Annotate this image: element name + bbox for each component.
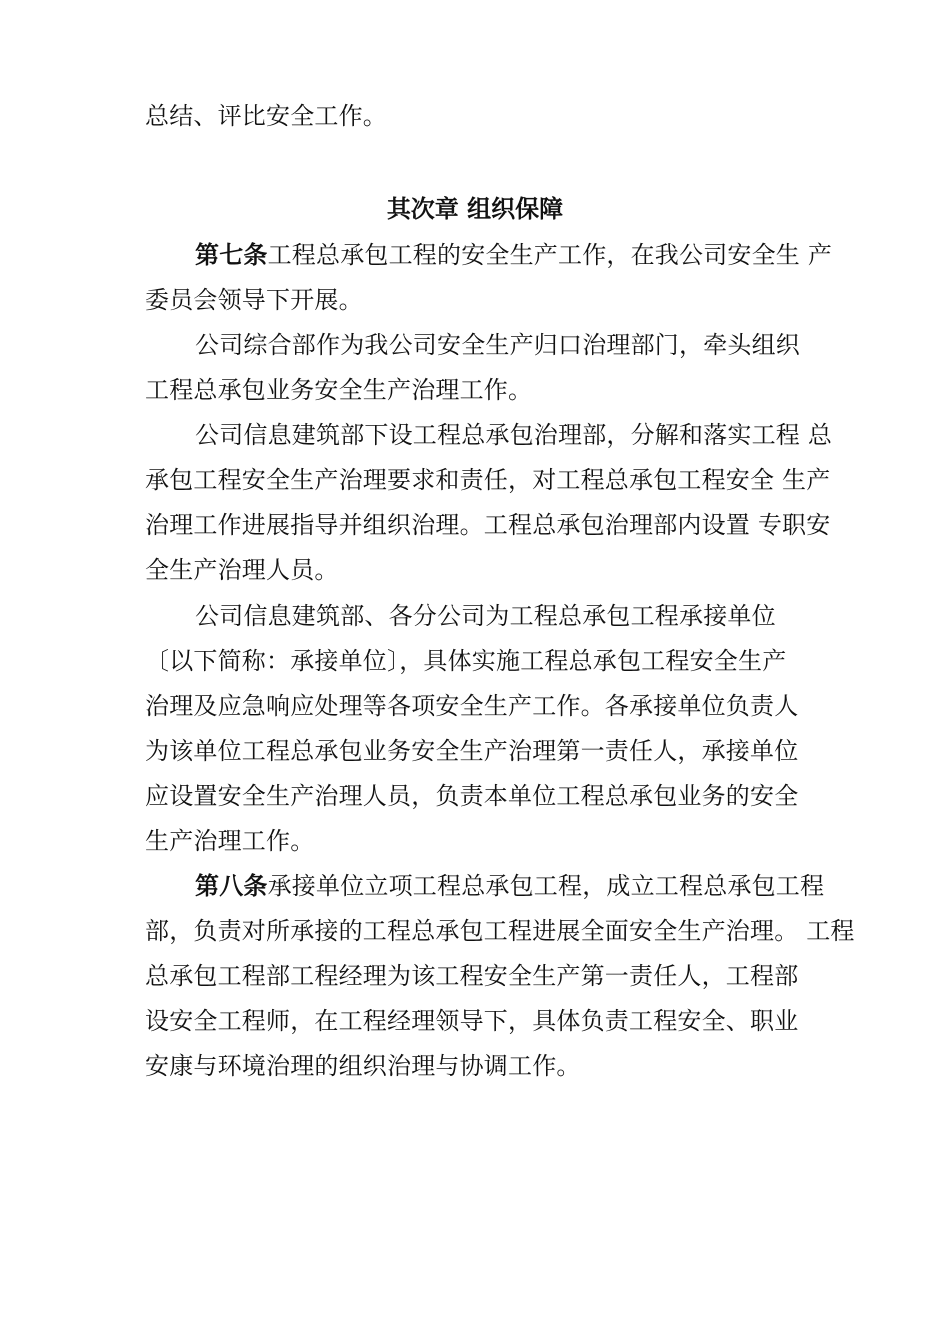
article-7-label: 第七条 bbox=[195, 241, 268, 269]
para-c-line-6: 生产治理工作。 bbox=[145, 827, 315, 855]
para-b-line-3: 治理工作进展指导并组织治理。工程总承包治理部内设置 专职安 bbox=[145, 511, 831, 539]
para-a-line-2: 工程总承包业务安全生产治理工作。 bbox=[145, 376, 533, 404]
article-7-text: 工程总承包工程的安全生产工作，在我公司安全生 产 bbox=[267, 241, 833, 269]
para-b-line-1: 公司信息建筑部下设工程总承包治理部，分解和落实工程 总 bbox=[195, 421, 833, 449]
para-c-line-2: 〔以下简称：承接单位〕，具体实施工程总承包工程安全生产 bbox=[145, 647, 787, 675]
article-8-first-line bbox=[195, 871, 824, 901]
para-c-line-4: 为该单位工程总承包业务安全生产治理第一责任人，承接单位 bbox=[145, 737, 799, 765]
article-7-line-2: 委员会领导下开展。 bbox=[145, 286, 363, 314]
article-8-line-3: 总承包工程部工程经理为该工程安全生产第一责任人，工程部 bbox=[145, 962, 799, 990]
intro-line: 总结、评比安全工作。 bbox=[145, 102, 387, 130]
article-8-text: 承接单位立项工程总承包工程，成立工程总承包工程 bbox=[267, 872, 825, 900]
article-8-line-4: 设安全工程师，在工程经理领导下，具体负责工程安全、职业 bbox=[145, 1007, 799, 1035]
para-a-line-1: 公司综合部作为我公司安全生产归口治理部门，牵头组织 bbox=[195, 331, 800, 359]
para-c-line-5: 应设置安全生产治理人员，负责本单位工程总承包业务的安全 bbox=[145, 782, 799, 810]
article-8-line-5: 安康与环境治理的组织治理与协调工作。 bbox=[145, 1052, 581, 1080]
chapter-title: 其次章 组织保障 bbox=[386, 195, 564, 223]
article-7-first-line bbox=[195, 240, 832, 270]
para-b-line-4: 全生产治理人员。 bbox=[145, 556, 339, 584]
para-b-line-2: 承包工程安全生产治理要求和责任，对工程总承包工程安全 生产 bbox=[145, 466, 831, 494]
para-c-line-1: 公司信息建筑部、各分公司为工程总承包工程承接单位 bbox=[195, 602, 776, 630]
article-8-line-2: 部，负责对所承接的工程总承包工程进展全面安全生产治理。 工程 bbox=[145, 917, 855, 945]
para-c-line-3: 治理及应急响应处理等各项安全生产工作。各承接单位负责人 bbox=[145, 692, 799, 720]
article-8-label: 第八条 bbox=[195, 872, 268, 900]
